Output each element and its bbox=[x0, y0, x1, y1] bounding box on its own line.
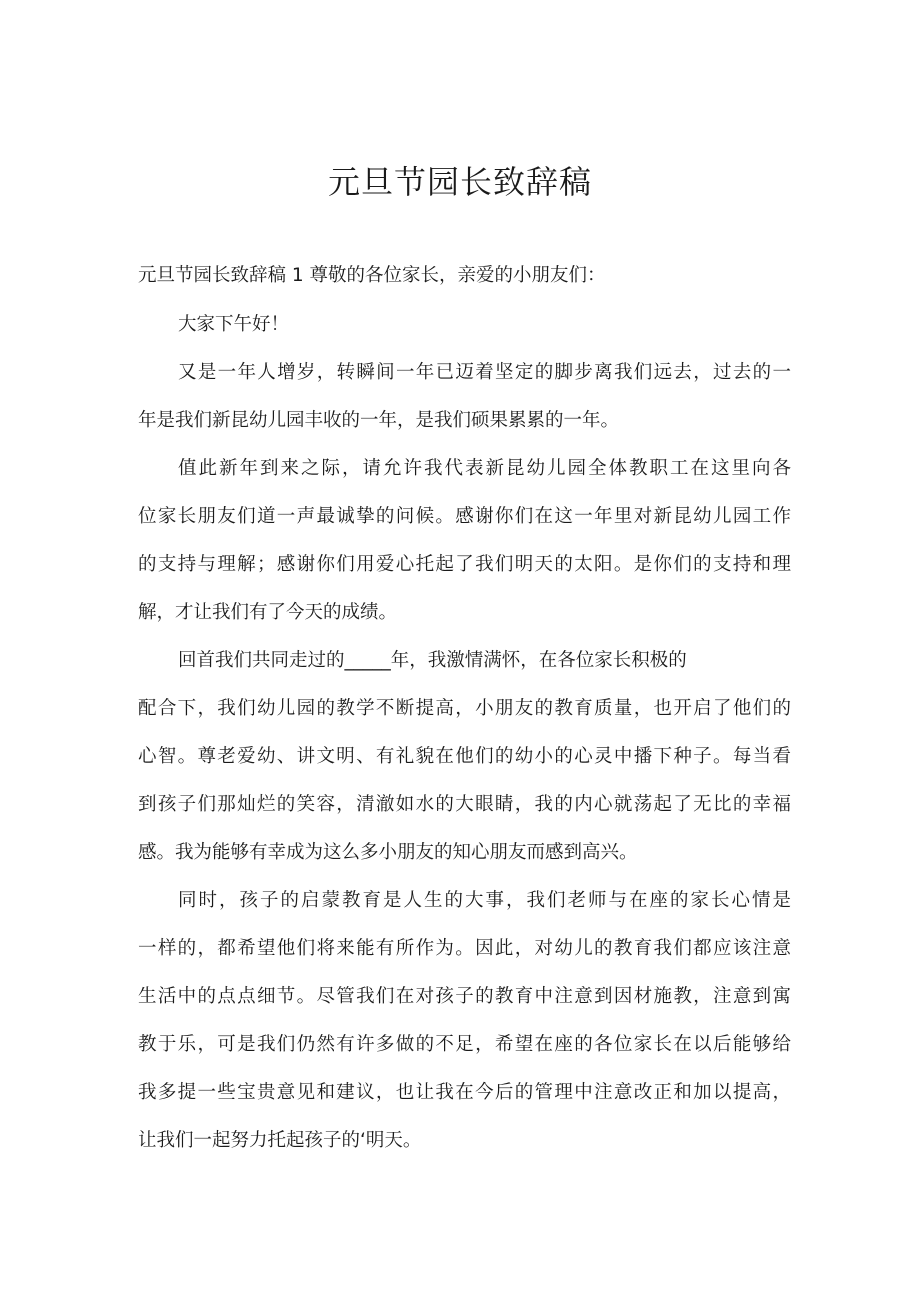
paragraph-line: 的支持与理解；感谢你们用爱心托起了我们明天的太阳。是你们的支持和理 bbox=[138, 554, 791, 575]
paragraph-line: 感。我为能够有幸成为这么多小朋友的知心朋友而感到高兴。 bbox=[138, 842, 638, 863]
paragraph-line: 又是一年人增岁，转瞬间一年已迈着坚定的脚步离我们远去，过去的一 bbox=[178, 362, 791, 383]
paragraph-line: 年是我们新昆幼儿园丰收的一年，是我们硕果累累的一年。 bbox=[138, 410, 620, 431]
paragraph-line: 生活中的点点细节。尽管我们在对孩子的教育中注意到因材施教，注意到寓 bbox=[138, 986, 791, 1007]
paragraph-line: 大家下午好！ bbox=[178, 314, 290, 335]
paragraph-line: 解，才让我们有了今天的成绩。 bbox=[138, 602, 398, 623]
paragraph-line: 值此新年到来之际，请允许我代表新昆幼儿园全体教职工在这里向各 bbox=[178, 458, 791, 479]
paragraph-line: 一样的，都希望他们将来能有所作为。因此，对幼儿的教育我们都应该注意 bbox=[138, 938, 791, 959]
paragraph-line: 到孩子们那灿烂的笑容，清澈如水的大眼睛，我的内心就荡起了无比的幸福 bbox=[138, 794, 791, 815]
paragraph-line: 配合下，我们幼儿园的教学不断提高，小朋友的教育质量，也开启了他们的 bbox=[138, 698, 791, 719]
paragraph-line: 教于乐，可是我们仍然有许多做的不足，希望在座的各位家长在以后能够给 bbox=[138, 1034, 791, 1055]
paragraph-line: 回首我们共同走过的_____年，我激情满怀，在各位家长积极的 bbox=[178, 650, 687, 671]
paragraph-line: 心智。尊老爱幼、讲文明、有礼貌在他们的幼小的心灵中播下种子。每当看 bbox=[138, 746, 791, 767]
document-title: 元旦节园长致辞稿 bbox=[327, 163, 592, 201]
paragraph-line: 让我们一起努力托起孩子的‘明天。 bbox=[138, 1130, 422, 1151]
paragraph-line: 同时，孩子的启蒙教育是人生的大事，我们老师与在座的家长心情是 bbox=[178, 890, 791, 911]
paragraph-line: 位家长朋友们道一声最诚挚的问候。感谢你们在这一年里对新昆幼儿园工作 bbox=[138, 506, 791, 527]
paragraph-line: 我多提一些宝贵意见和建议，也让我在今后的管理中注意改正和加以提高， bbox=[138, 1082, 791, 1103]
paragraph-line: 元旦节园长致辞稿 1 尊敬的各位家长，亲爱的小朋友们： bbox=[138, 265, 606, 286]
